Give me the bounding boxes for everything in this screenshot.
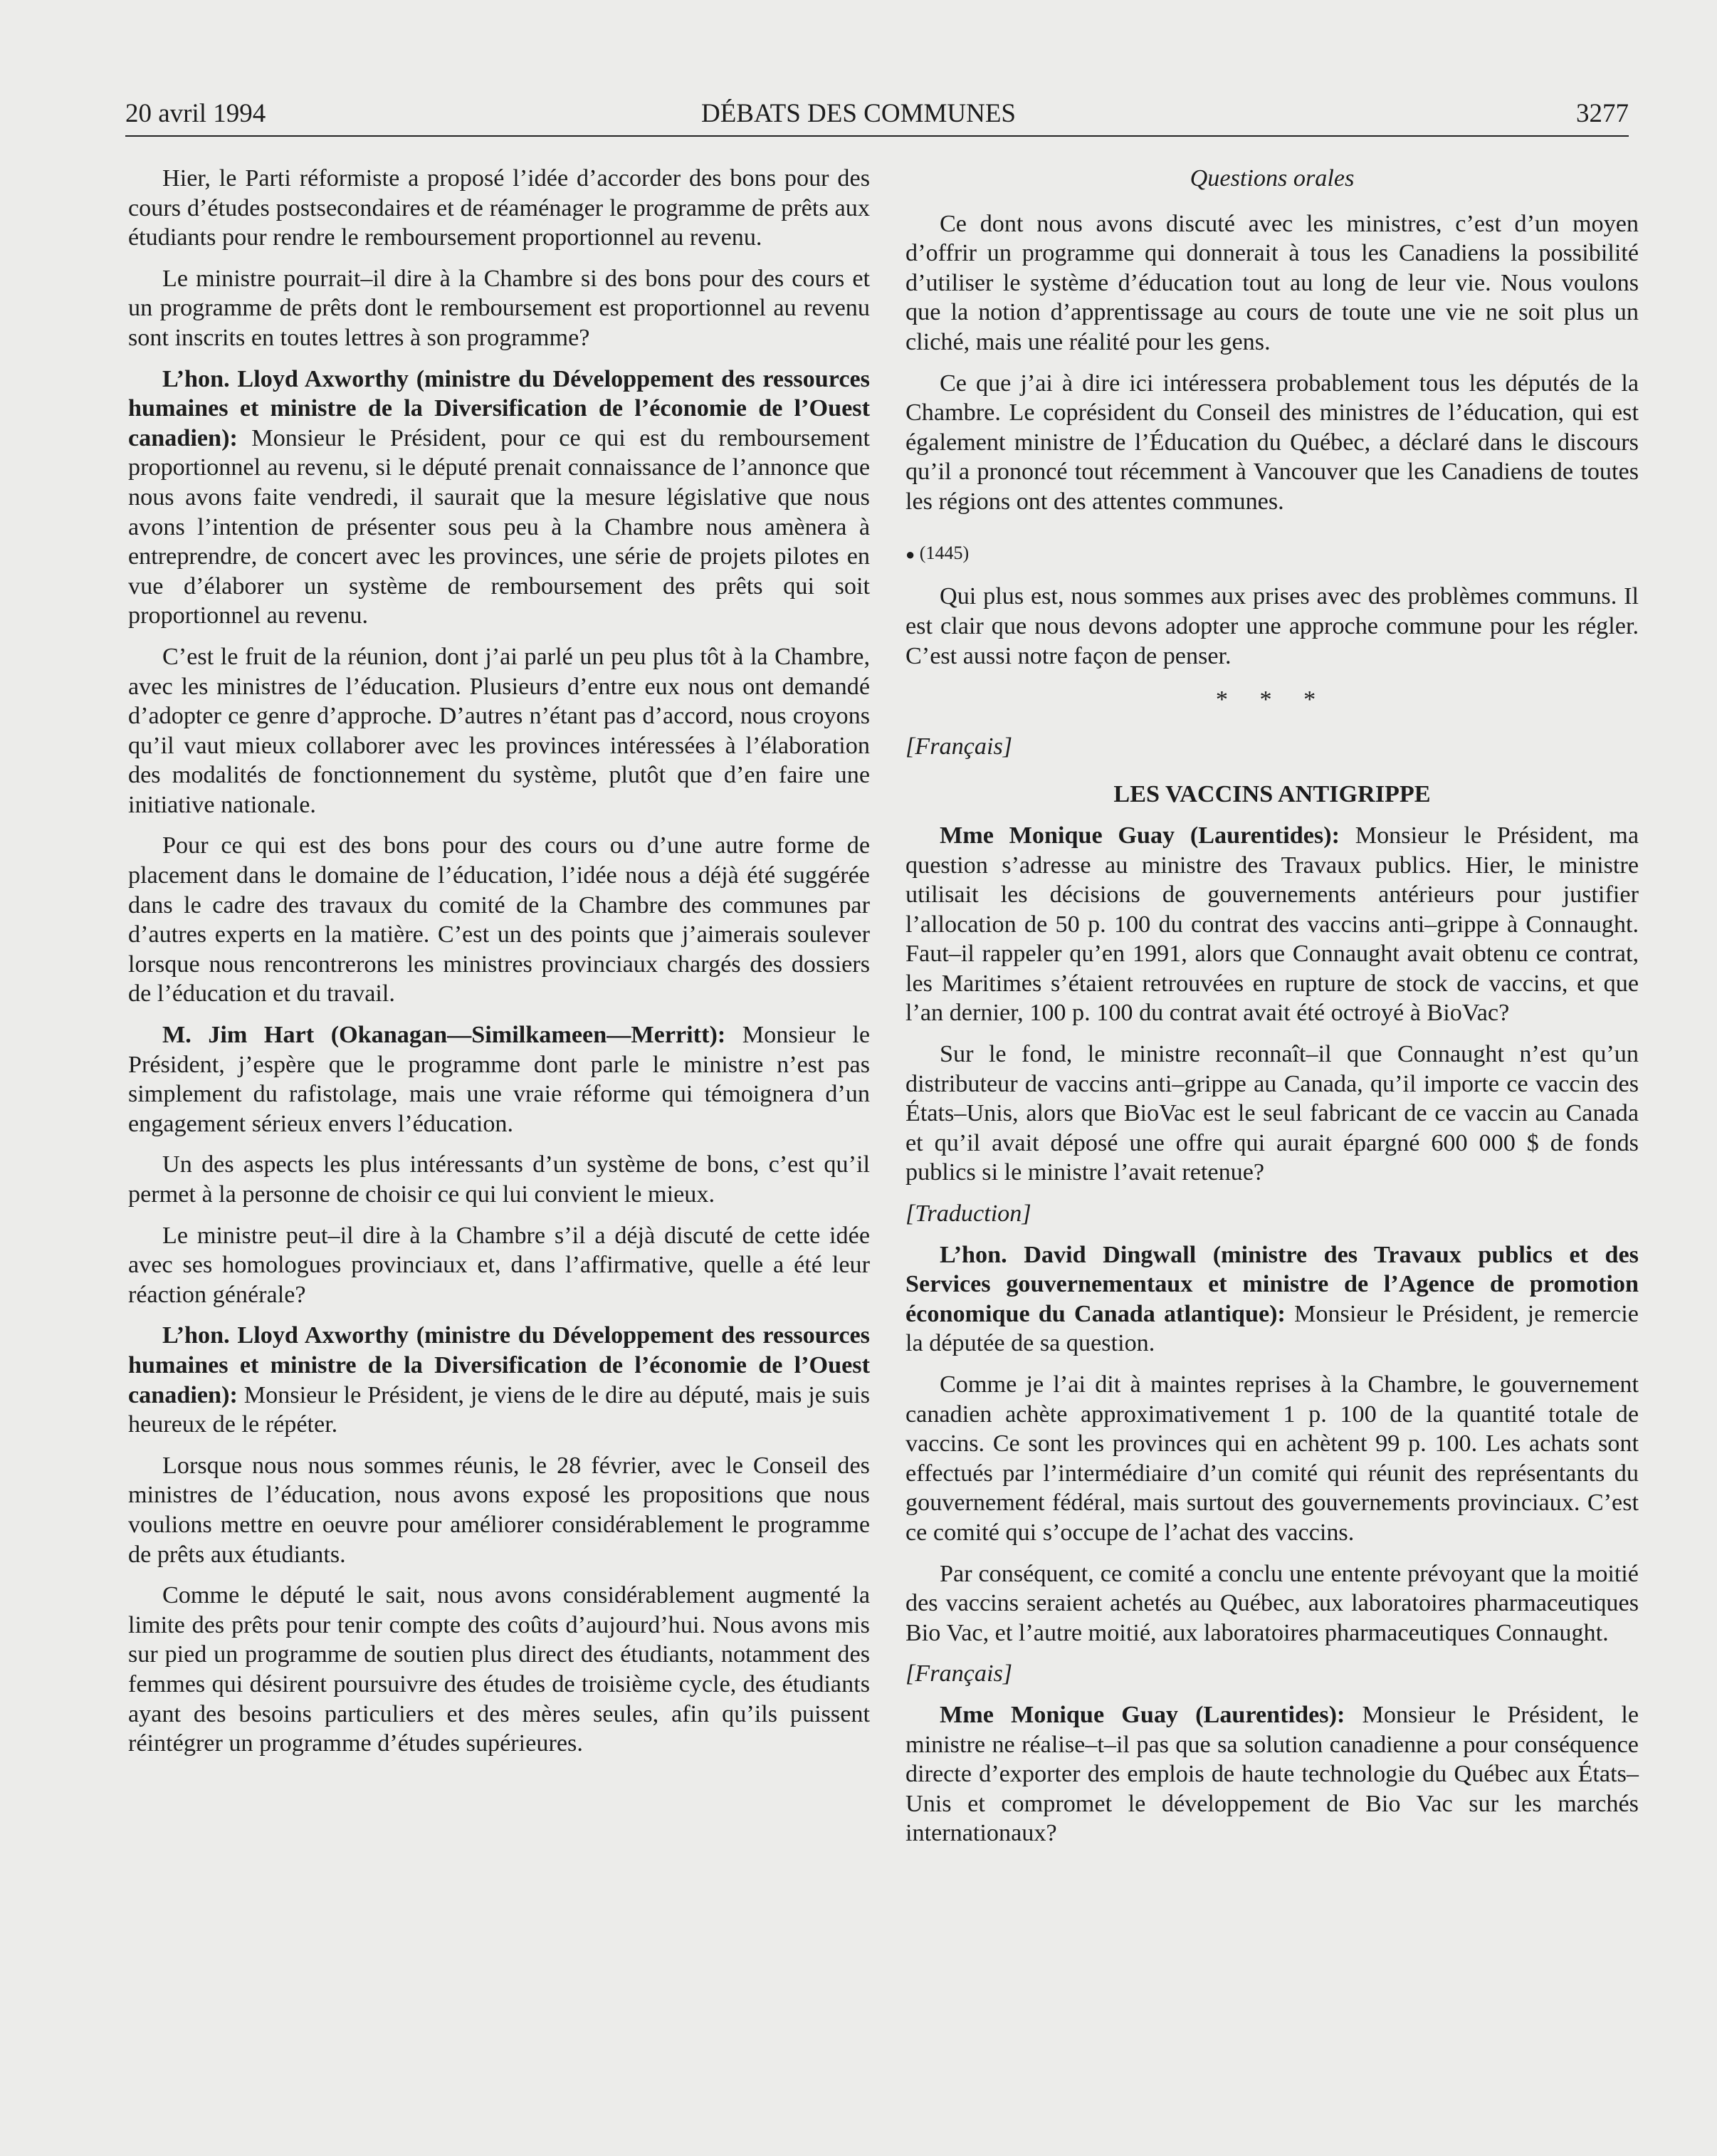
section-heading: LES VACCINS ANTIGRIPPE: [1113, 781, 1431, 808]
paragraph: Qui plus est, nous sommes aux prises avec des problèmes communs. Il est clair que nous devons adopter une approche commune pour les régler. C’est aussi notre façon de penser.: [905, 583, 1639, 669]
paragraph: Hier, le Parti réformiste a proposé l’idée d’accorder des bons pour des cours d’études postsecondaires et de réaménager le programme de prêts aux étudiants pour rendre le remboursement proportionnel au revenu.: [128, 165, 870, 251]
speech: [128, 1020, 870, 1139]
speech: [905, 1240, 1639, 1359]
speaker-name: Mme Monique Guay (Laurentides):: [940, 822, 1340, 849]
paragraph: Le ministre pourrait–il dire à la Chambre si des bons pour des cours et un programme de prêts dont le remboursement est proportionnel au revenu sont inscrits en toutes lettres à son programme?: [128, 265, 870, 351]
speech: [905, 1700, 1639, 1848]
speech: [128, 1321, 870, 1439]
speaker-name: M. Jim Hart (Okanagan—Similkameen—Merritt):: [162, 1022, 726, 1049]
paragraph: Comme le député le sait, nous avons considérablement augmenté la limite des prêts pour tenir compte des coûts d’aujourd’hui. Nous avons mis sur pied un programme de soutien plus direct des étudiants, notamment des femmes qui désirent poursuivre des études de troisième cycle, des étudiants ayant des besoins particuliers et des mères seules, afin qu’ils puissent réintégrer un programme d’études supérieures.: [128, 1582, 870, 1757]
header-date: 20 avril 1994: [125, 99, 266, 128]
language-label: [Français]: [905, 1660, 1013, 1687]
language-label: [Traduction]: [905, 1200, 1031, 1228]
speech-text: Monsieur le Président, le ministre ne réalise–t–il pas que sa solution canadienne a pour conséquence directe d’exporter des emplois de haute technologie du Québec aux États–Unis et compromet le développement de Bio Vac sur les marchés internationaux?: [905, 1701, 1639, 1847]
paragraph: Le ministre peut–il dire à la Chambre s’il a déjà discuté de cette idée avec ses homologues provinciaux et, dans l’affirmative, quelle a été leur réaction générale?: [128, 1222, 870, 1308]
left-column: [128, 164, 870, 1759]
speech-text: Monsieur le Président, j’espère que le programme dont parle le ministre n’est pas simplement du rafistolage, mais une vraie réforme qui témoignera d’un engagement sérieux envers l’éducation.: [128, 1022, 870, 1137]
paragraph: Lorsque nous nous sommes réunis, le 28 février, avec le Conseil des ministres de l’éducation, nous avons exposé les propositions que nous voulions mettre en oeuvre pour améliorer considérablement le programme de prêts aux étudiants.: [128, 1452, 870, 1568]
header-rule: [125, 135, 1629, 137]
right-column: [905, 164, 1639, 1848]
timestamp: [905, 538, 1639, 570]
speech-text: Monsieur le Président, ma question s’adresse au ministre des Travaux publics. Hier, le ministre utilisait les décisions de gouvernements antérieurs pour justifier l’allocation de 50 p. 100 du contrat des vaccins anti–grippe à Connaught. Faut–il rappeler qu’en 1991, alors que Connaught avait obtenu ce contrat, les Maritimes s’étaient retrouvées en rupture de stock de vaccins, et que l’an dernier, 100 p. 100 du contrat avait été octroyé à BioVac?: [905, 822, 1639, 1027]
bullet-icon: ●: [905, 545, 915, 563]
paragraph: Ce dont nous avons discuté avec les ministres, c’est d’un moyen d’offrir un programme qui donnerait à tous les Canadiens la possibilité d’utiliser le système d’éducation tout au long de leur vie. Nous voulons que la notion d’apprentissage au cours de toute une vie ne soit plus un cliché, mais une réalité pour les gens.: [905, 210, 1639, 355]
speech-text: Monsieur le Président, je viens de le dire au député, mais je suis heureux de le répéter.: [128, 1381, 870, 1438]
paragraph: Ce que j’ai à dire ici intéressera probablement tous les députés de la Chambre. Le coprésident du Conseil des ministres de l’éducation, qui est également ministre de l’Éducation du Québec, a déclaré dans le discours qu’il a prononcé tout récemment à Vancouver que les Canadiens de toutes les régions ont des attentes communes.: [905, 370, 1639, 515]
speaker-name: L’hon. Lloyd Axworthy (ministre du Développement des ressources humaines et ministre de la Diversification de l’économie de l’Ouest canadien):: [128, 365, 870, 451]
header-title: DÉBATS DES COMMUNES: [700, 99, 1016, 128]
speaker-name: L’hon. Lloyd Axworthy (ministre du Développement des ressources humaines et ministre de la Diversification de l’économie de l’Ouest canadien):: [128, 1322, 870, 1408]
paragraph: Par conséquent, ce comité a conclu une entente prévoyant que la moitié des vaccins seraient achetés au Québec, aux laboratoires pharmaceutiques Bio Vac, et l’autre moitié, aux laboratoires pharmaceutiques Connaught.: [905, 1560, 1639, 1646]
paragraph: Sur le fond, le ministre reconnaît–il que Connaught n’est qu’un distributeur de vaccins anti–grippe au Canada, qu’il importe ce vaccin des États–Unis, alors que BioVac est le seul fabricant de ce vaccin au Canada et qu’il avait déposé une offre qui aurait épargné 600 000 $ de fonds publics si le ministre l’avait retenue?: [905, 1041, 1639, 1186]
paragraph: Pour ce qui est des bons pour des cours ou d’une autre forme de placement dans le domaine de l’éducation, l’idée nous a déjà été suggérée dans le cadre des travaux du comité de la Chambre des communes par d’autres experts en la matière. C’est un des points que j’aimerais soulever lorsque nous rencontrerons les ministres provinciaux chargés des dossiers de l’éducation et du travail.: [128, 832, 870, 1008]
language-label: [Français]: [905, 733, 1013, 760]
speech: [905, 821, 1639, 1028]
paragraph: Comme je l’ai dit à maintes reprises à la Chambre, le gouvernement canadien achète approximativement 1 p. 100 de la quantité totale de vaccins. Ce sont les provinces qui en achètent 99 p. 100. Les achats sont effectués par l’intermédiaire d’un comité qui réunit des représentants du gouvernement fédéral, mais surtout des gouvernements provinciaux. C’est ce comité qui s’occupe de l’achat des vaccins.: [905, 1371, 1639, 1546]
speech-text: Monsieur le Président, je remercie la députée de sa question.: [905, 1300, 1639, 1357]
timestamp-text: (1445): [919, 542, 970, 563]
speaker-name: Mme Monique Guay (Laurentides):: [940, 1701, 1345, 1728]
speech-text: Monsieur le Président, pour ce qui est du remboursement proportionnel au revenu, si le député prenait connaissance de l’annonce que nous avons faite vendredi, il saurait que la mesure législative que nous avons l’intention de présenter sous peu à la Chambre nous amènera à entreprendre, de concert avec les provinces, une série de projets pilotes en vue d’élaborer un système de remboursement des prêts qui soit proportionnel au revenu.: [128, 424, 870, 629]
paragraph: C’est le fruit de la réunion, dont j’ai parlé un peu plus tôt à la Chambre, avec les ministres de l’éducation. Plusieurs d’entre eux nous ont demandé d’adopter ce genre d’approche. D’autres n’étant pas d’accord, nous croyons qu’il vaut mieux collaborer avec les provinces intéressées à l’élaboration des modalités de fonctionnement du système, plutôt que d’en faire une initiative nationale.: [128, 643, 870, 818]
paragraph: Un des aspects les plus intéressants d’un système de bons, c’est qu’il permet à la personne de choisir ce qui lui convient le mieux.: [128, 1151, 870, 1208]
speaker-name: L’hon. David Dingwall (ministre des Travaux publics et des Services gouvernementaux et ministre de l’Agence de promotion économique du Canada atlantique):: [905, 1241, 1639, 1327]
section-separator: * * *: [1215, 686, 1329, 713]
page-number: 3277: [1576, 99, 1629, 128]
speech: [128, 365, 870, 631]
running-head: Questions orales: [1190, 165, 1355, 192]
